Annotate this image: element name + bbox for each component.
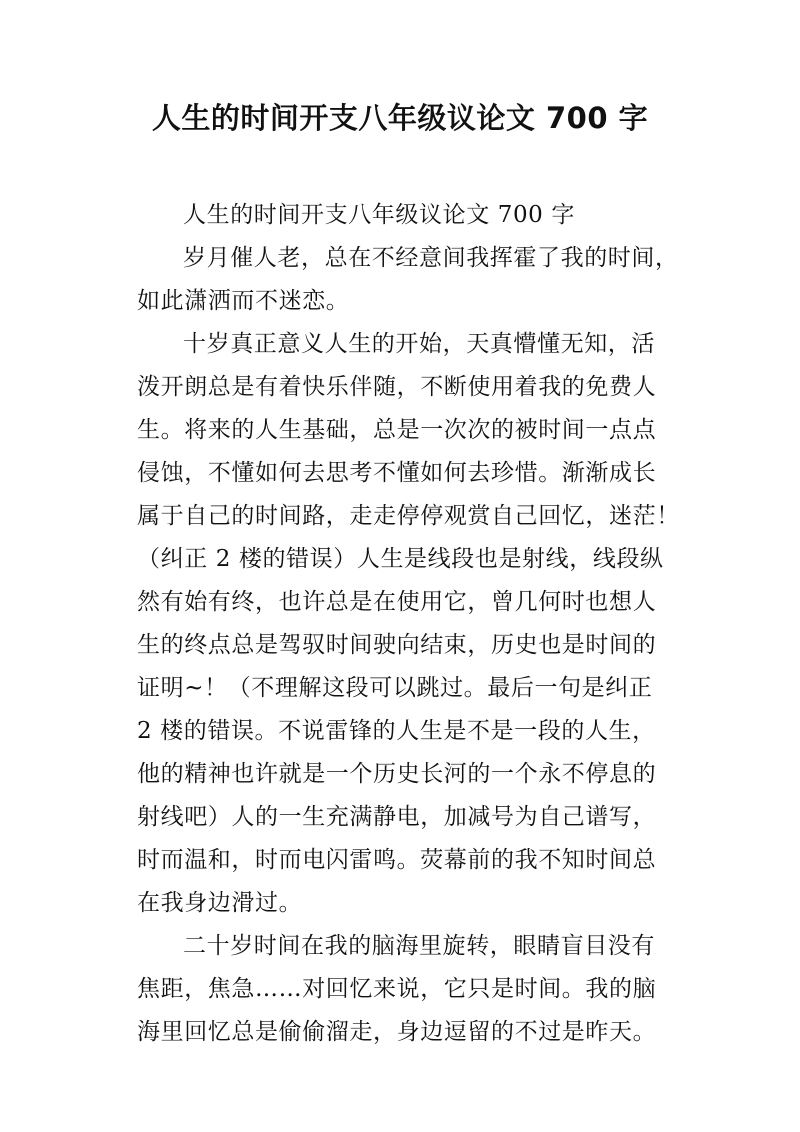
- paragraph-line: 泼开朗总是有着快乐伴随，不断使用着我的免费人: [137, 374, 657, 400]
- paragraph-line: 然有始有终，也许总是在使用它，曾几何时也想人: [137, 589, 657, 615]
- paragraph-line: 属于自己的时间路，走走停停观赏自己回忆，迷茫！: [137, 503, 680, 529]
- paragraph-line: 射线吧）人的一生充满静电，加减号为自己谱写，: [137, 804, 657, 830]
- paragraph-line: 焦距，焦急……对回忆来说，它只是时间。我的脑: [137, 976, 657, 1002]
- paragraph-line: 侵蚀，不懂如何去思考不懂如何去珍惜。渐渐成长: [137, 460, 657, 486]
- paragraph-line: 证明~！（不理解这段可以跳过。最后一句是纠正: [137, 675, 653, 701]
- paragraph-line: 如此潇洒而不迷恋。: [137, 288, 350, 314]
- paragraph-line: 岁月催人老，总在不经意间我挥霍了我的时间，: [183, 245, 679, 271]
- paragraph-line: （纠正 2 楼的错误）人生是线段也是射线，线段纵: [137, 546, 664, 572]
- document-body: [137, 194, 680, 1054]
- paragraph-line: 十岁真正意义人生的开始，天真懵懂无知，活: [183, 331, 655, 357]
- paragraph-line: 生。将来的人生基础，总是一次次的被时间一点点: [137, 417, 657, 443]
- document-title: 人生的时间开支八年级议论文 700 字: [151, 101, 649, 135]
- paragraph-line: 海里回忆总是偷偷溜走，身边逗留的不过是昨天。: [137, 1019, 657, 1045]
- paragraph-line: 时而温和，时而电闪雷鸣。荧幕前的我不知时间总: [137, 847, 657, 873]
- paragraph-line: 生的终点总是驾驭时间驶向结束，历史也是时间的: [137, 632, 657, 658]
- paragraph-line: 2 楼的错误。不说雷锋的人生是不是一段的人生，: [137, 718, 656, 744]
- subtitle-line: 人生的时间开支八年级议论文 700 字: [183, 202, 575, 228]
- paragraph-line: 二十岁时间在我的脑海里旋转，眼睛盲目没有: [183, 933, 655, 959]
- paragraph-line: 他的精神也许就是一个历史长河的一个永不停息的: [137, 761, 657, 787]
- paragraph-line: 在我身边滑过。: [137, 890, 303, 916]
